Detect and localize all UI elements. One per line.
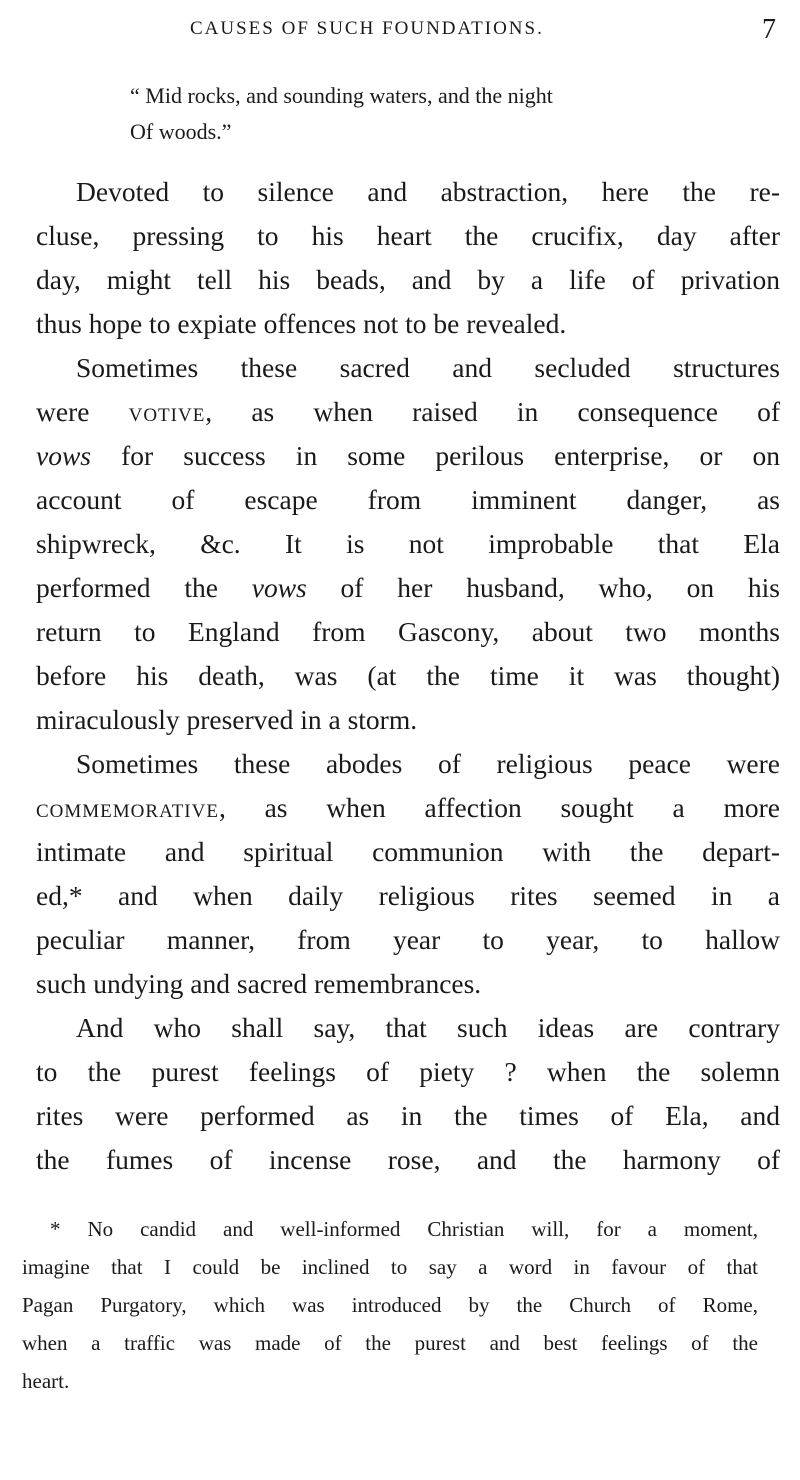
paragraph-votive [36,346,780,742]
text-fragment: performed the [36,572,252,603]
footnote-line: Pagan Purgatory, which was introduced by the Church of Rome, [22,1293,758,1317]
text-line: Sometimes these sacred and secluded structures [76,352,780,383]
text-line: And who shall say, that such ideas are contrary [76,1012,780,1043]
footnote-line: heart. [22,1369,70,1393]
footnote-line: when a traffic was made of the purest and best feelings of the [22,1331,758,1355]
paragraph-piety [36,1006,780,1182]
term-votive: votive [128,396,206,427]
text-fragment: for success in some perilous enterprise, or on [91,440,780,471]
text-fragment: , as when affection sought a more [218,792,780,823]
epigraph-line: Of woods.” [130,119,232,144]
paragraph-commemorative [36,742,780,1006]
text-line: thus hope to expiate offences not to be revealed. [36,308,567,339]
paragraph-devotion [36,170,780,346]
text-fragment: of her husband, who, on his [306,572,780,603]
text-line: to the purest feelings of piety ? when the solemn [36,1056,780,1087]
text-line: the fumes of incense rose, and the harmony of [36,1144,780,1175]
text-line: account of escape from imminent danger, as [36,484,780,515]
footnote-line: * No candid and well-informed Christian will, for a moment, [50,1217,758,1241]
text-line: peculiar manner, from year to year, to hallow [36,924,780,955]
text-line [36,390,780,434]
text-line: return to England from Gascony, about two months [36,616,780,647]
text-line: such undying and sacred remembrances. [36,968,482,999]
footnote-line: imagine that I could be inclined to say a word in favour of that [22,1255,758,1279]
term-vows: vows [251,572,307,603]
term-commemorative: commemorative [36,792,219,823]
text-line [36,566,780,610]
page-number: 7 [762,14,776,45]
text-fragment: were [36,396,129,427]
text-line [36,786,780,830]
text-line: Sometimes these abodes of religious peace were [76,748,780,779]
body-text [36,170,780,1182]
text-line: rites were performed as in the times of Ela, and [36,1100,780,1131]
running-head [0,16,800,50]
epigraph-line: “ Mid rocks, and sounding waters, and the night [130,83,553,108]
epigraph-quote [130,78,750,150]
running-head-title: CAUSES OF SUCH FOUNDATIONS. [190,18,544,39]
text-line: cluse, pressing to his heart the crucifix, day after [36,220,780,251]
footnote [22,1210,758,1400]
term-vows: vows [36,440,91,471]
text-line: Devoted to silence and abstraction, here the re- [76,176,780,207]
text-line: intimate and spiritual communion with the depart- [36,836,780,867]
text-line: day, might tell his beads, and by a life of privation [36,264,780,295]
text-line: ed,* and when daily religious rites seemed in a [36,880,780,911]
text-line: shipwreck, &c. It is not improbable that Ela [36,528,780,559]
text-line: before his death, was (at the time it was thought) [36,660,780,691]
text-fragment: , as when raised in consequence of [205,396,780,427]
text-line: miraculously preserved in a storm. [36,704,418,735]
text-line [36,434,780,478]
